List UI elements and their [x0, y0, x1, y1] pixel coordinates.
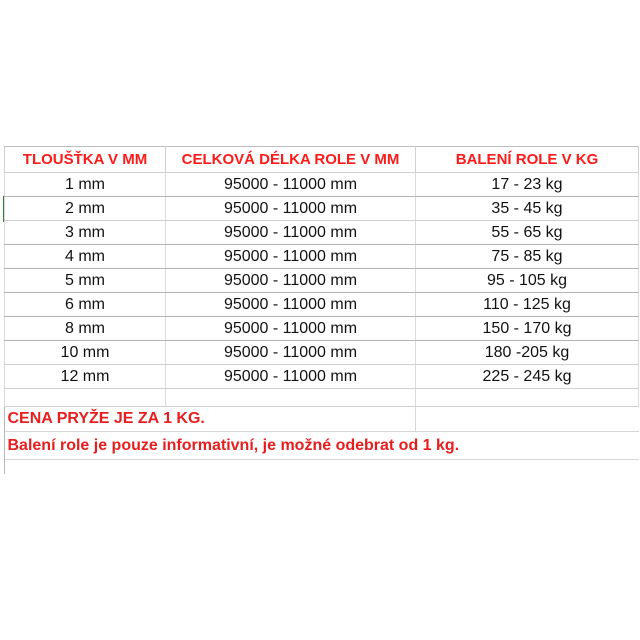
- empty-row: [5, 389, 639, 407]
- table-row: [5, 293, 639, 317]
- cell-weight[interactable]: 225 - 245 kg: [416, 365, 639, 389]
- table-row: [5, 269, 639, 293]
- cell-length[interactable]: 95000 - 11000 mm: [166, 173, 416, 197]
- table-row: [5, 173, 639, 197]
- cell-weight[interactable]: 95 - 105 kg: [416, 269, 639, 293]
- table-row: [5, 197, 639, 221]
- info-note-row: [5, 432, 639, 460]
- price-note-row: [5, 407, 639, 432]
- cell-weight[interactable]: 55 - 65 kg: [416, 221, 639, 245]
- cell-weight[interactable]: 180 -205 kg: [416, 341, 639, 365]
- cell-length[interactable]: 95000 - 11000 mm: [166, 317, 416, 341]
- cell-weight[interactable]: 75 - 85 kg: [416, 245, 639, 269]
- price-note[interactable]: CENA PRYŽE JE ZA 1 KG.: [5, 407, 416, 432]
- cell-thickness[interactable]: 6 mm: [5, 293, 166, 317]
- cell-weight[interactable]: 17 - 23 kg: [416, 173, 639, 197]
- cell-length[interactable]: 95000 - 11000 mm: [166, 197, 416, 221]
- cell-weight[interactable]: 110 - 125 kg: [416, 293, 639, 317]
- table-row: [5, 245, 639, 269]
- cell-length[interactable]: 95000 - 11000 mm: [166, 269, 416, 293]
- cell-length[interactable]: 95000 - 11000 mm: [166, 245, 416, 269]
- cell-weight[interactable]: 150 - 170 kg: [416, 317, 639, 341]
- cell-length[interactable]: 95000 - 11000 mm: [166, 365, 416, 389]
- header-row: [5, 147, 639, 173]
- empty-cell[interactable]: [416, 407, 639, 432]
- empty-cell[interactable]: [166, 389, 416, 407]
- info-note[interactable]: Balení role je pouze informativní, je možné odebrat od 1 kg.: [5, 432, 639, 460]
- cell-thickness[interactable]: 8 mm: [5, 317, 166, 341]
- cell-thickness[interactable]: 5 mm: [5, 269, 166, 293]
- table-row: [5, 365, 639, 389]
- cell-thickness[interactable]: 3 mm: [5, 221, 166, 245]
- empty-cell[interactable]: [416, 389, 639, 407]
- cell-length[interactable]: 95000 - 11000 mm: [166, 221, 416, 245]
- spreadsheet: [4, 146, 640, 460]
- cell-thickness[interactable]: 2 mm: [5, 197, 166, 221]
- empty-cell[interactable]: [5, 389, 166, 407]
- cell-thickness[interactable]: 4 mm: [5, 245, 166, 269]
- cell-weight[interactable]: 35 - 45 kg: [416, 197, 639, 221]
- cell-thickness[interactable]: 1 mm: [5, 173, 166, 197]
- header-weight[interactable]: BALENÍ ROLE V KG: [416, 147, 639, 173]
- cell-length[interactable]: 95000 - 11000 mm: [166, 341, 416, 365]
- header-length[interactable]: CELKOVÁ DÉLKA ROLE V MM: [166, 147, 416, 173]
- table-row: [5, 317, 639, 341]
- cell-thickness[interactable]: 10 mm: [5, 341, 166, 365]
- table-row: [5, 341, 639, 365]
- cell-length[interactable]: 95000 - 11000 mm: [166, 293, 416, 317]
- header-thickness[interactable]: TLOUŠŤKA V MM: [5, 147, 166, 173]
- table-row: [5, 221, 639, 245]
- cell-thickness[interactable]: 12 mm: [5, 365, 166, 389]
- price-table: [4, 146, 639, 460]
